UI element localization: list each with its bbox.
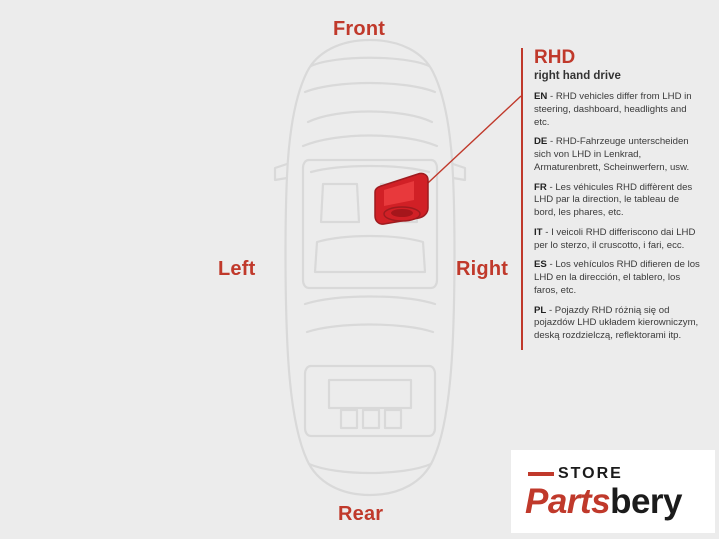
logo-wordmark bbox=[525, 481, 682, 521]
description-it bbox=[534, 227, 703, 253]
description-text-fr: - Les véhicules RHD diffèrent des LHD par la direction, le tableau de bord, les phares, etc. bbox=[534, 181, 693, 219]
direction-label-rear: Rear bbox=[338, 503, 384, 525]
lang-code-it: IT bbox=[534, 226, 543, 238]
description-fr bbox=[534, 182, 703, 220]
description-text-pl: - Pojazdy RHD różnią się od pojazdów LHD układem kierowniczym, deską rozdzielczą, reflektorami itp. bbox=[534, 304, 699, 342]
panel-title: RHD bbox=[534, 47, 576, 68]
description-es bbox=[534, 259, 703, 297]
lang-code-en: EN bbox=[534, 91, 548, 103]
logo-bery-text: bery bbox=[610, 481, 682, 521]
description-text-es: - Los vehículos RHD difieren de los LHD en la dirección, el tablero, los faros, etc. bbox=[534, 259, 700, 296]
rhd-info-panel bbox=[521, 48, 703, 350]
logo-store-text: STORE bbox=[558, 464, 623, 482]
description-pl bbox=[534, 305, 703, 343]
direction-label-right: Right bbox=[456, 258, 509, 280]
logo-store-row bbox=[528, 465, 623, 483]
car-top-view-illustration bbox=[245, 36, 495, 501]
description-text-de: - RHD-Fahrzeuge unterscheiden sich von LHD in Lenkrad, Armaturenbrett, Scheinwerfern, usw. bbox=[534, 136, 690, 173]
description-text-it: - I veicoli RHD differiscono dai LHD per lo sterzo, il cruscotto, i fari, ecc. bbox=[534, 226, 696, 251]
lang-code-pl: PL bbox=[534, 304, 547, 316]
logo-parts-text: Parts bbox=[525, 481, 611, 521]
direction-label-left: Left bbox=[218, 258, 256, 280]
lang-code-de: DE bbox=[534, 136, 548, 148]
lang-code-fr: FR bbox=[534, 181, 547, 193]
panel-subtitle: right hand drive bbox=[534, 69, 621, 82]
brand-logo bbox=[511, 450, 715, 533]
direction-label-front: Front bbox=[333, 18, 386, 40]
logo-dash-icon bbox=[528, 472, 554, 476]
description-de bbox=[534, 136, 703, 174]
lang-code-es: ES bbox=[534, 259, 547, 271]
description-en bbox=[534, 91, 703, 129]
description-text-en: - RHD vehicles differ from LHD in steering, dashboard, headlights and etc. bbox=[534, 91, 692, 128]
